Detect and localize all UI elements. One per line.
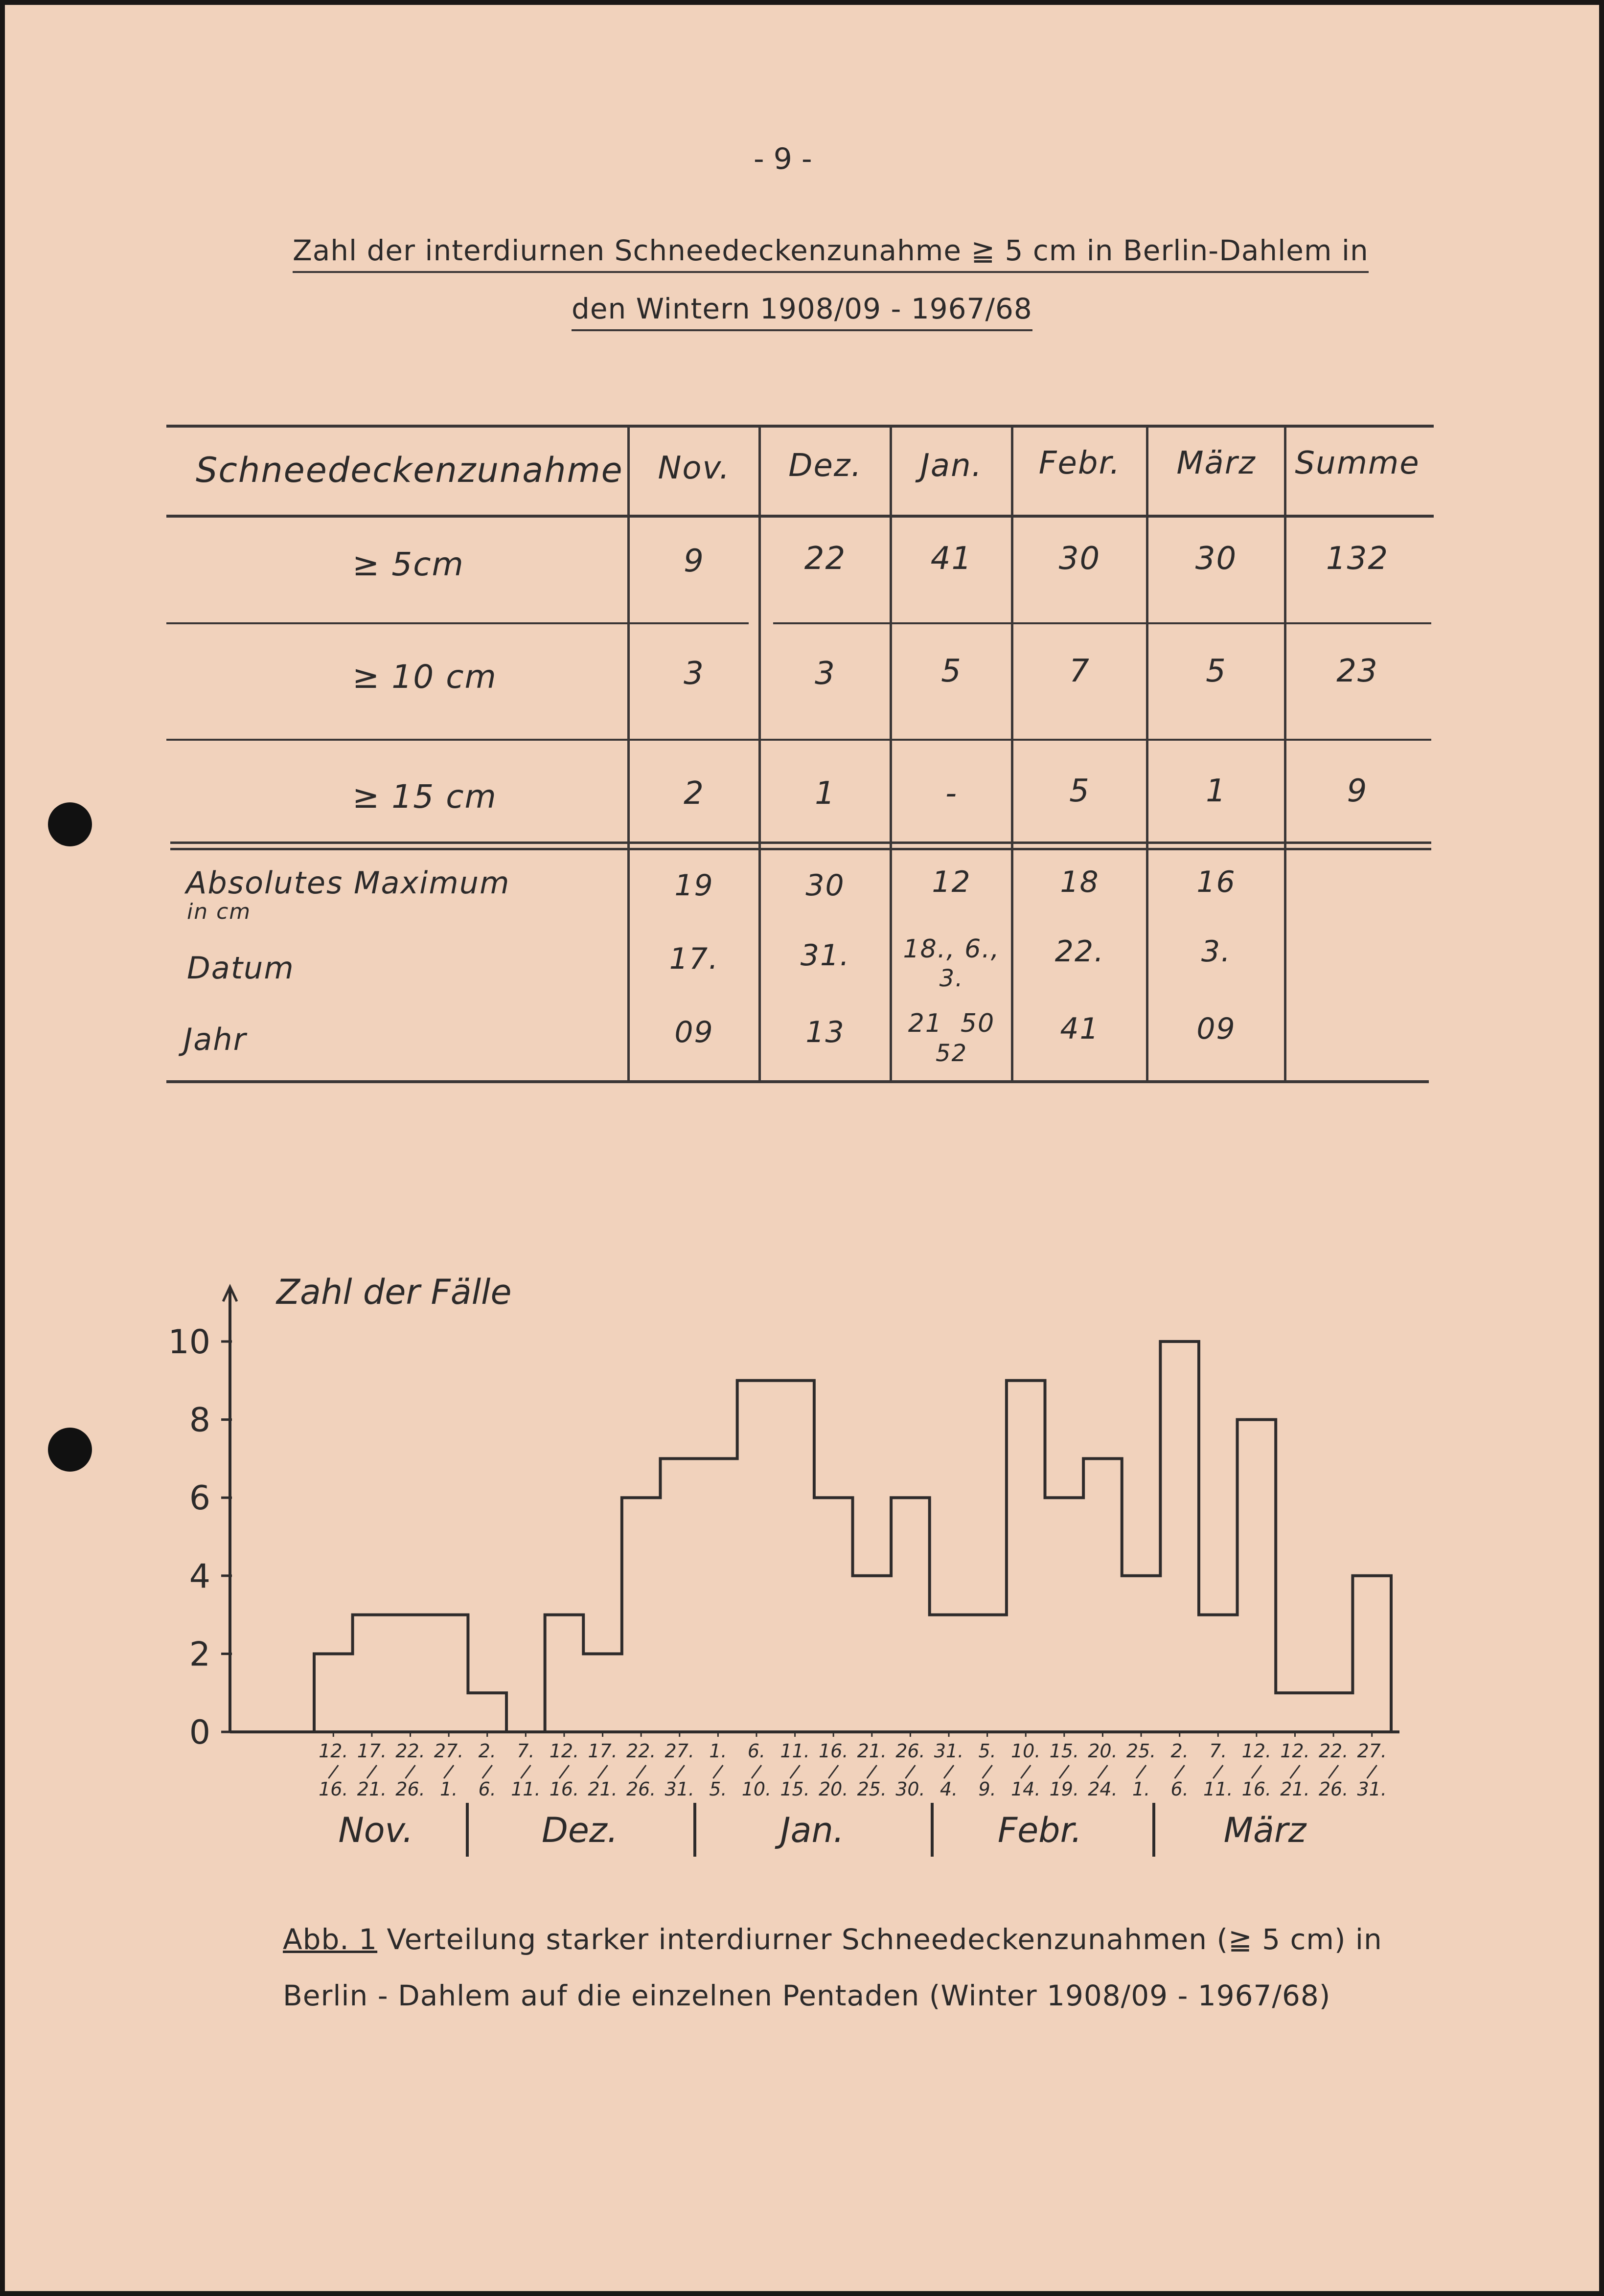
- pentad-end-label: 24.: [1088, 1778, 1118, 1800]
- cell: 18: [1060, 865, 1100, 899]
- chart-ylabel: Zahl der Fälle: [276, 1272, 512, 1312]
- table-rule-double-1: [170, 841, 1431, 844]
- pentad-slash: [406, 1765, 415, 1778]
- pentad-end-label: 11.: [511, 1778, 541, 1800]
- pentad-start-label: 12.: [549, 1740, 579, 1762]
- pentad-start-label: 6.: [747, 1740, 766, 1762]
- label-absolutes-maximum: Absolutes Maximum: [186, 865, 510, 901]
- chart-month-labels: [338, 1803, 1307, 1857]
- pentad-start-label: 12.: [1280, 1740, 1310, 1762]
- pentad-end-label: 16.: [549, 1778, 579, 1800]
- table-rule-header: [166, 515, 1434, 518]
- pentad-start-label: 22.: [1318, 1740, 1349, 1762]
- pentad-end-label: 10.: [741, 1778, 772, 1800]
- pentad-slash: [482, 1765, 492, 1778]
- pentad-slash: [444, 1765, 454, 1778]
- table-col-sep-6: [1284, 425, 1286, 1083]
- pentad-start-label: 17.: [357, 1740, 387, 1762]
- pentad-start-label: 5.: [978, 1740, 996, 1762]
- pentad-bar: [930, 1615, 968, 1732]
- table-rule-bottom: [166, 1080, 1429, 1083]
- pentad-bar: [1237, 1420, 1276, 1732]
- pentad-slash: [559, 1765, 569, 1778]
- cell: 5: [1206, 653, 1227, 689]
- cell: 2: [684, 775, 705, 812]
- y-tick-label: 8: [189, 1401, 210, 1440]
- pentad-slash: [1136, 1765, 1146, 1778]
- cell: 9: [684, 543, 705, 579]
- pentad-slash: [1252, 1765, 1261, 1778]
- pentad-start-label: 27.: [434, 1740, 464, 1762]
- label-jahr: Jahr: [183, 1022, 247, 1057]
- cell: -: [945, 775, 958, 812]
- pentad-slash: [636, 1765, 646, 1778]
- table-rule-row1-b: [773, 622, 1431, 624]
- pentad-bar: [660, 1458, 699, 1732]
- pentad-bar: [968, 1615, 1007, 1732]
- pentad-bar: [1007, 1381, 1045, 1732]
- pentad-slash: [983, 1765, 992, 1778]
- cell: 3: [815, 656, 836, 692]
- cell: 7: [1069, 653, 1090, 689]
- cell: 30: [805, 868, 845, 903]
- header-schneedeckenzunahme: Schneedeckenzunahme: [196, 450, 623, 490]
- cell: 132: [1326, 541, 1389, 577]
- table-col-sep-5: [1146, 425, 1148, 1083]
- pentad-start-label: 12.: [1241, 1740, 1272, 1762]
- pentad-slash: [944, 1765, 954, 1778]
- cell: 09: [674, 1015, 714, 1049]
- chart-step-series: [314, 1341, 1391, 1732]
- pentad-start-label: 2.: [1170, 1740, 1189, 1762]
- table-col-sep-4: [1011, 425, 1013, 1083]
- pentad-start-label: 26.: [895, 1740, 925, 1762]
- cell: 1: [815, 775, 836, 812]
- caption-abb: Abb. 1: [283, 1923, 378, 1956]
- pentad-bar: [1045, 1498, 1084, 1732]
- table-title-line-1: Zahl der interdiurnen Schneedeckenzunahme ≧ 5 cm in Berlin-Dahlem in: [293, 234, 1369, 273]
- cell: 17.: [669, 942, 719, 976]
- table-rule-top: [166, 425, 1434, 428]
- cell: 3.: [1201, 934, 1232, 969]
- pentad-end-label: 6.: [1170, 1778, 1189, 1800]
- cell: 22: [804, 541, 847, 577]
- y-tick-label: 10: [168, 1323, 210, 1362]
- month-label: Jan.: [780, 1810, 845, 1850]
- pentad-slash: [1290, 1765, 1300, 1778]
- pentad-start-label: 11.: [780, 1740, 810, 1762]
- month-label: Dez.: [542, 1810, 618, 1850]
- pentad-bar: [1314, 1693, 1353, 1732]
- pentad-start-label: 12.: [319, 1740, 348, 1762]
- pentad-slash: [1175, 1765, 1185, 1778]
- header-nov: Nov.: [658, 450, 731, 486]
- pentad-bar: [353, 1615, 391, 1732]
- pentad-start-label: 22.: [395, 1740, 425, 1762]
- y-tick-label: 2: [189, 1635, 210, 1674]
- pentad-bar: [737, 1381, 776, 1732]
- cell: 21 50: [908, 1009, 995, 1038]
- pentad-end-label: 20.: [818, 1778, 848, 1800]
- label-datum: Datum: [187, 950, 295, 986]
- row-label-10cm: ≥ 10 cm: [352, 658, 497, 696]
- pentad-bar: [776, 1381, 814, 1732]
- pentad-slash: [1329, 1765, 1338, 1778]
- pentad-end-label: 21.: [1280, 1778, 1310, 1800]
- table-title-line-2: den Wintern 1908/09 - 1967/68: [572, 292, 1032, 331]
- figure-caption-line-2: Berlin - Dahlem auf die einzelnen Pentaden (Winter 1908/09 - 1967/68): [283, 1979, 1331, 2012]
- pentad-end-label: 16.: [319, 1778, 348, 1800]
- pentad-slash: [1098, 1765, 1107, 1778]
- pentad-slash: [328, 1765, 338, 1778]
- month-label: Nov.: [338, 1810, 413, 1850]
- pentad-end-label: 11.: [1203, 1778, 1233, 1800]
- cell: 19: [674, 868, 714, 903]
- cell: 12: [932, 865, 971, 899]
- pentad-start-label: 16.: [818, 1740, 848, 1762]
- pentad-slash: [598, 1765, 608, 1778]
- cell: 5: [941, 653, 962, 689]
- pentad-end-label: 4.: [939, 1778, 958, 1800]
- pentad-start-label: 27.: [1357, 1740, 1387, 1762]
- cell: 23: [1336, 653, 1378, 689]
- pentad-slash: [1021, 1765, 1031, 1778]
- pentad-start-label: 10.: [1011, 1740, 1041, 1762]
- pentad-slash: [367, 1765, 377, 1778]
- cell: 52: [935, 1040, 968, 1067]
- cell: 22.: [1054, 934, 1105, 969]
- cell: 13: [805, 1015, 845, 1049]
- pentad-start-label: 31.: [934, 1740, 964, 1762]
- pentad-bar: [699, 1458, 737, 1732]
- pentad-end-label: 16.: [1241, 1778, 1272, 1800]
- pentad-start-label: 20.: [1088, 1740, 1118, 1762]
- pentad-bar: [314, 1654, 353, 1732]
- pentad-bar: [391, 1615, 430, 1732]
- header-maerz: März: [1176, 445, 1256, 481]
- pentad-end-label: 30.: [895, 1778, 925, 1800]
- month-label: Febr.: [997, 1810, 1082, 1850]
- pentad-bar: [430, 1615, 468, 1732]
- cell: 41: [930, 541, 973, 577]
- header-summe: Summe: [1295, 445, 1420, 481]
- pentad-slash: [713, 1765, 723, 1778]
- pentad-bar: [853, 1576, 892, 1732]
- header-dez: Dez.: [788, 448, 862, 484]
- pentad-end-label: 26.: [626, 1778, 656, 1800]
- row-label-15cm: ≥ 15 cm: [352, 778, 497, 816]
- chart-tick-labels: [319, 1732, 1387, 1800]
- snow-increase-table: [0, 0, 1604, 1125]
- pentad-end-label: 21.: [588, 1778, 618, 1800]
- pentad-slash: [828, 1765, 838, 1778]
- pentad-start-label: 21.: [857, 1740, 887, 1762]
- figure-caption-line-1: [283, 1923, 1382, 1956]
- pentad-bar: [545, 1615, 584, 1732]
- pentad-start-label: 2.: [478, 1740, 496, 1762]
- pentad-slash: [1059, 1765, 1069, 1778]
- pentad-end-label: 31.: [1357, 1778, 1387, 1800]
- pentad-slash: [675, 1765, 685, 1778]
- pentad-bar: [1160, 1341, 1199, 1732]
- pentad-start-label: 22.: [626, 1740, 656, 1762]
- cell: 41: [1060, 1012, 1100, 1046]
- table-rule-row2: [166, 739, 1431, 741]
- cell: 3.: [939, 965, 964, 992]
- cell: 31.: [800, 938, 850, 973]
- pentad-slash: [1367, 1765, 1377, 1778]
- pentad-step-chart: [0, 1248, 1604, 1884]
- pentad-slash: [790, 1765, 800, 1778]
- cell: 30: [1195, 541, 1237, 577]
- table-rule-double-2: [170, 848, 1431, 850]
- pentad-bar: [1083, 1458, 1122, 1732]
- pentad-start-label: 1.: [709, 1740, 727, 1762]
- pentad-bar: [468, 1693, 506, 1732]
- pentad-end-label: 6.: [478, 1778, 496, 1800]
- pentad-start-label: 25.: [1126, 1740, 1156, 1762]
- y-tick-label: 4: [189, 1557, 210, 1596]
- cell: 30: [1058, 541, 1101, 577]
- pentad-bar: [622, 1498, 661, 1732]
- y-tick-label: 0: [189, 1713, 210, 1752]
- pentad-bar: [814, 1498, 853, 1732]
- pentad-bar: [1276, 1693, 1314, 1732]
- pentad-slash: [905, 1765, 915, 1778]
- cell: 5: [1069, 773, 1090, 809]
- month-label: März: [1223, 1810, 1306, 1850]
- row-label-5cm: ≥ 5cm: [352, 546, 464, 583]
- pentad-bar: [1352, 1576, 1391, 1732]
- cell: 18., 6.,: [903, 934, 1000, 964]
- pentad-start-label: 7.: [517, 1740, 535, 1762]
- pentad-end-label: 1.: [439, 1778, 458, 1800]
- pentad-bar: [891, 1498, 930, 1732]
- pentad-end-label: 21.: [357, 1778, 387, 1800]
- pentad-end-label: 15.: [780, 1778, 810, 1800]
- y-tick-label: 6: [189, 1479, 210, 1518]
- pentad-slash: [867, 1765, 877, 1778]
- pentad-slash: [521, 1765, 530, 1778]
- pentad-end-label: 26.: [395, 1778, 425, 1800]
- cell: 09: [1196, 1012, 1236, 1046]
- pentad-end-label: 1.: [1132, 1778, 1150, 1800]
- pentad-start-label: 7.: [1209, 1740, 1227, 1762]
- caption-text-1: Verteilung starker interdiurner Schneedeckenzunahmen (≧ 5 cm) in: [377, 1923, 1382, 1956]
- pentad-end-label: 9.: [978, 1778, 996, 1800]
- cell: 3: [684, 656, 705, 692]
- table-col-sep-1: [627, 425, 630, 1083]
- pentad-end-label: 19.: [1049, 1778, 1079, 1800]
- page-number: - 9 -: [754, 142, 812, 176]
- pentad-bar: [1122, 1576, 1161, 1732]
- pentad-bar: [1199, 1615, 1237, 1732]
- pentad-start-label: 27.: [665, 1740, 694, 1762]
- pentad-end-label: 5.: [709, 1778, 727, 1800]
- pentad-start-label: 15.: [1049, 1740, 1079, 1762]
- table-col-sep-2: [758, 425, 761, 1083]
- cell: 1: [1206, 773, 1227, 809]
- pentad-end-label: 14.: [1011, 1778, 1041, 1800]
- cell: 16: [1196, 865, 1236, 899]
- pentad-slash: [1213, 1765, 1223, 1778]
- pentad-slash: [752, 1765, 761, 1778]
- label-in-cm: in cm: [187, 899, 252, 924]
- pentad-end-label: 26.: [1318, 1778, 1349, 1800]
- table-rule-row1-a: [166, 622, 749, 624]
- pentad-start-label: 17.: [588, 1740, 618, 1762]
- cell: 9: [1347, 773, 1368, 809]
- pentad-end-label: 31.: [665, 1778, 694, 1800]
- header-jan: Jan.: [920, 448, 983, 484]
- pentad-end-label: 25.: [857, 1778, 887, 1800]
- header-febr: Febr.: [1038, 445, 1121, 481]
- pentad-bar: [583, 1654, 622, 1732]
